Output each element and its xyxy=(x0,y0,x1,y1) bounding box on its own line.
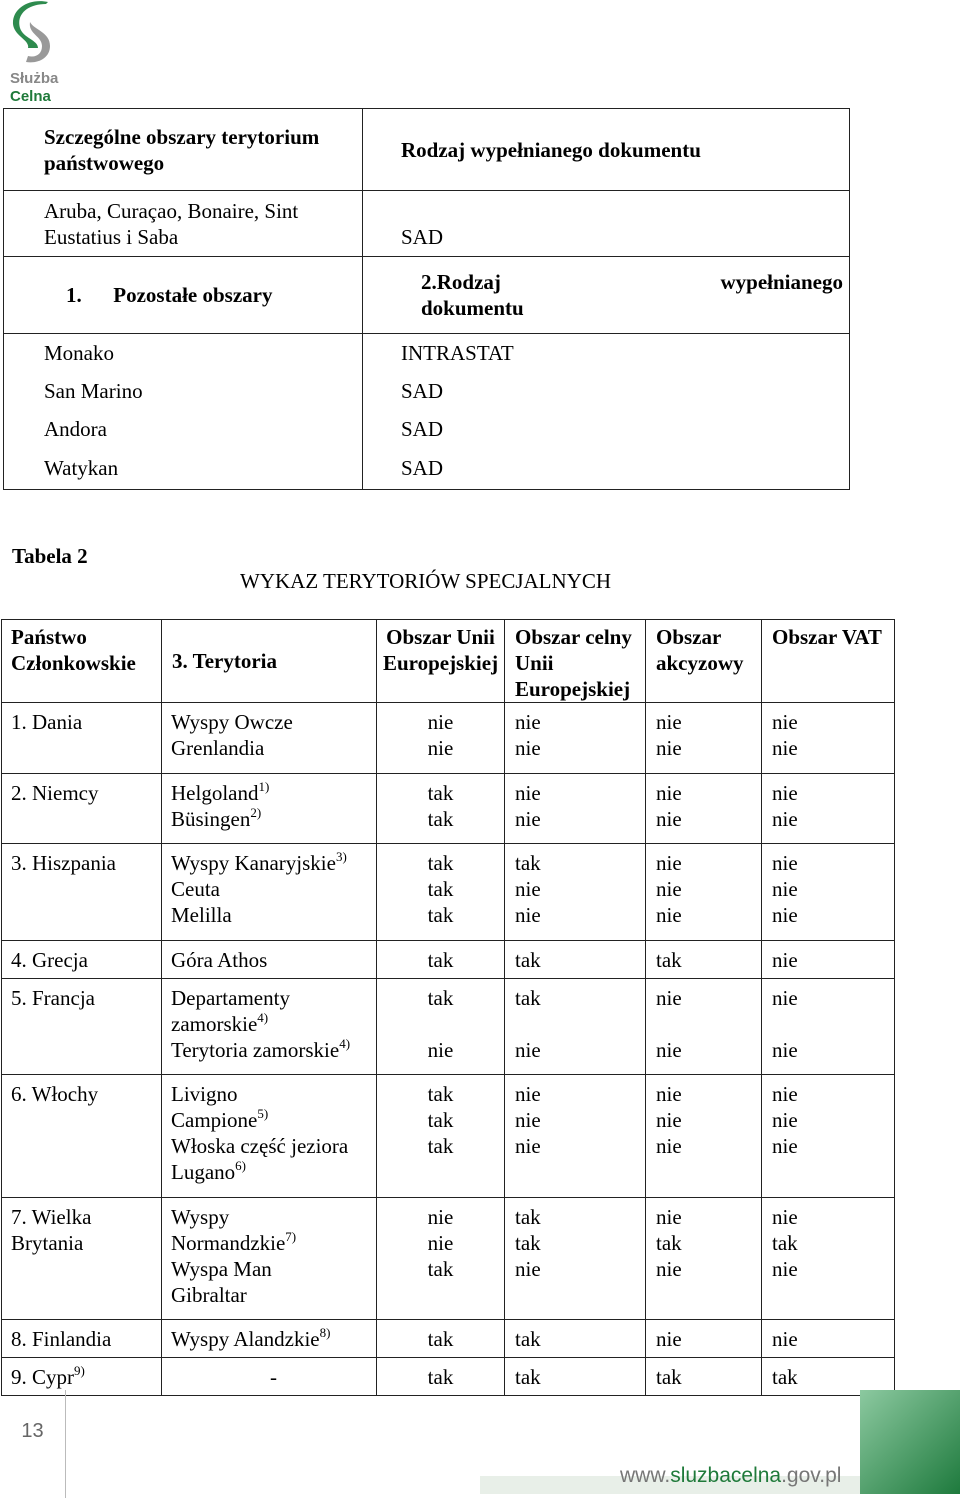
customs-area-value: nie xyxy=(505,735,646,773)
customs-area-value: tak xyxy=(505,1197,646,1230)
member-state-cell xyxy=(2,703,162,774)
logo-line1: Służba xyxy=(10,70,59,87)
excise-area-value: tak xyxy=(646,940,762,978)
eu-area-value xyxy=(377,1282,505,1320)
excise-area-value: nie xyxy=(646,1075,762,1108)
table1-section2-row xyxy=(4,257,850,334)
table1-aruba-col1: Aruba, Curaçao, Bonaire, Sint Eustatius i Saba xyxy=(4,191,363,257)
territory-cell xyxy=(162,773,377,806)
table1-section2-col1 xyxy=(4,257,363,334)
member-state-name: 9. Cypr xyxy=(11,1365,74,1389)
excise-area-value: nie xyxy=(646,876,762,902)
excise-area-value: nie xyxy=(646,1037,762,1075)
eu-area-value: nie xyxy=(377,1197,505,1230)
territory-cell xyxy=(162,1256,377,1282)
customs-area-value: nie xyxy=(505,902,646,940)
territory-name: Gibraltar xyxy=(171,1282,247,1307)
territory-cell xyxy=(162,1358,377,1396)
excise-area-value: nie xyxy=(646,902,762,940)
table2-row xyxy=(2,1197,895,1230)
excise-area-value: nie xyxy=(646,1197,762,1230)
customs-area-value xyxy=(505,1011,646,1037)
table1-header-col2: Rodzaj wypełnianego dokumentu xyxy=(363,109,850,191)
member-state-name: 5. Francja xyxy=(11,985,95,1010)
vat-area-value: nie xyxy=(762,1037,895,1075)
member-state-cell xyxy=(2,773,162,844)
table2-row xyxy=(2,1075,895,1108)
footer-url[interactable] xyxy=(620,1464,841,1488)
excise-area-value: nie xyxy=(646,1320,762,1358)
territory-name: Góra Athos xyxy=(171,947,268,972)
table2-row xyxy=(2,703,895,736)
vat-area-value: nie xyxy=(762,735,895,773)
territory-name: Lugano xyxy=(171,1160,236,1184)
vat-area-value: nie xyxy=(762,773,895,806)
territory-cell xyxy=(162,1107,377,1133)
member-state-name: 6. Włochy xyxy=(11,1082,99,1106)
header-eu-area: Obszar Unii Europejskiej xyxy=(377,620,505,703)
table1-row-col2: SAD xyxy=(363,410,850,448)
table2-title: WYKAZ TERYTORIÓW SPECJALNYCH xyxy=(240,569,612,593)
eu-area-value: nie xyxy=(377,1230,505,1256)
customs-area-value: nie xyxy=(505,1075,646,1108)
vat-area-value: nie xyxy=(762,1133,895,1159)
customs-area-value: tak xyxy=(505,1230,646,1256)
eu-area-value: tak xyxy=(377,876,505,902)
vat-area-value: nie xyxy=(762,876,895,902)
excise-area-value: nie xyxy=(646,703,762,736)
footnote-marker: 1) xyxy=(258,778,270,794)
territory-name: Terytoria zamorskie xyxy=(171,1037,340,1062)
vat-area-value xyxy=(762,1282,895,1320)
territory-name: Campione xyxy=(171,1108,258,1132)
customs-area-value: tak xyxy=(505,844,646,877)
excise-area-value: nie xyxy=(646,844,762,877)
member-state-cell xyxy=(2,978,162,1075)
vat-area-value xyxy=(762,1159,895,1197)
eu-area-value: tak xyxy=(377,806,505,844)
customs-area-value: nie xyxy=(505,1256,646,1282)
member-state-cell xyxy=(2,940,162,978)
excise-area-value: tak xyxy=(646,1230,762,1256)
footnote-marker: 7) xyxy=(285,1228,297,1244)
table1-row xyxy=(4,410,850,448)
territory-name: Melilla xyxy=(171,903,232,927)
eu-area-value: tak xyxy=(377,1256,505,1282)
footer-url-main: sluzbacelna xyxy=(670,1464,782,1487)
customs-area-value: tak xyxy=(505,1320,646,1358)
header-territories: 3. Terytoria xyxy=(162,620,377,703)
territory-cell xyxy=(162,1320,377,1358)
excise-area-value: nie xyxy=(646,806,762,844)
territory-name: Livigno xyxy=(171,1082,238,1106)
vat-area-value: nie xyxy=(762,1107,895,1133)
vat-area-value: nie xyxy=(762,978,895,1011)
footnote-marker: 3) xyxy=(335,849,347,864)
territory-name: Departamenty xyxy=(171,985,290,1010)
territory-cell xyxy=(162,1075,377,1108)
section2-col2-word1: Rodzaj xyxy=(436,270,501,294)
territory-name: Wyspy Kanaryjskie xyxy=(171,851,336,875)
customs-area-value: nie xyxy=(505,1107,646,1133)
table1-header-col1: Szczególne obszary terytorium państwowego xyxy=(4,109,363,191)
territory-name: Ceuta xyxy=(171,877,220,901)
excise-area-value xyxy=(646,1011,762,1037)
excise-area-value: nie xyxy=(646,1133,762,1159)
section2-col2-word3: dokumentu xyxy=(421,296,524,320)
logo-mark-icon xyxy=(8,0,68,70)
territory-cell xyxy=(162,703,377,736)
footer-url-post: .gov.pl xyxy=(781,1464,842,1487)
member-state-name: 3. Hiszpania xyxy=(11,851,116,875)
excise-area-value: nie xyxy=(646,1107,762,1133)
territory-name: Grenlandia xyxy=(171,736,265,760)
vat-area-value: nie xyxy=(762,844,895,877)
eu-area-value: tak xyxy=(377,1133,505,1159)
customs-area-value: nie xyxy=(505,876,646,902)
footnote-marker: 9) xyxy=(74,1363,85,1378)
table1-row xyxy=(4,334,850,372)
member-state-cell xyxy=(2,844,162,941)
territory-cell xyxy=(162,735,377,773)
footnote-marker: 4) xyxy=(339,1035,351,1051)
vat-area-value: nie xyxy=(762,1256,895,1282)
logo-text xyxy=(10,70,58,106)
table1-row-col1: San Marino xyxy=(4,372,363,410)
vat-area-value: tak xyxy=(762,1358,895,1396)
member-state-name: 2. Niemcy xyxy=(11,780,99,805)
customs-area-value: tak xyxy=(505,940,646,978)
page-number: 13 xyxy=(0,1390,66,1498)
table1-row-col1: Andora xyxy=(4,410,363,448)
header-member-state: Państwo Członkowskie xyxy=(2,620,162,703)
territory-cell xyxy=(162,978,377,1011)
eu-area-value: nie xyxy=(377,735,505,773)
territory-cell xyxy=(162,876,377,902)
customs-area-value: tak xyxy=(505,1358,646,1396)
table2-row xyxy=(2,940,895,978)
table2-header-row xyxy=(2,620,895,703)
territory-cell xyxy=(162,1011,377,1037)
table2-row xyxy=(2,978,895,1011)
member-state-cell xyxy=(2,1197,162,1320)
eu-area-value: tak xyxy=(377,1358,505,1396)
excise-area-value xyxy=(646,1282,762,1320)
eu-area-value: tak xyxy=(377,844,505,877)
table1-section2-col2 xyxy=(363,257,850,334)
member-state-cell xyxy=(2,1320,162,1358)
eu-area-value: tak xyxy=(377,978,505,1011)
territory-cell xyxy=(162,1133,377,1159)
corner-decoration xyxy=(860,1390,960,1494)
eu-area-value: tak xyxy=(377,1075,505,1108)
vat-area-value: nie xyxy=(762,1075,895,1108)
table2-label: Tabela 2 xyxy=(12,544,88,568)
eu-area-value: tak xyxy=(377,1107,505,1133)
footnote-marker: 6) xyxy=(235,1158,246,1173)
eu-area-value: tak xyxy=(377,773,505,806)
excise-area-value xyxy=(646,1159,762,1197)
territory-name: Włoska część jeziora xyxy=(171,1134,349,1158)
eu-area-value: nie xyxy=(377,703,505,736)
territory-cell xyxy=(162,1230,377,1256)
member-state-name: 7. Wielka Brytania xyxy=(11,1204,92,1255)
footer-url-pre: www. xyxy=(620,1464,671,1487)
section2-col2-num: 2. xyxy=(421,270,437,294)
excise-area-value: nie xyxy=(646,773,762,806)
member-state-name: 4. Grecja xyxy=(11,947,88,972)
excise-area-value: nie xyxy=(646,978,762,1011)
vat-area-value: nie xyxy=(762,940,895,978)
vat-area-value: tak xyxy=(762,1230,895,1256)
table1-row-col1: Watykan xyxy=(4,448,363,490)
customs-area-value: tak xyxy=(505,978,646,1011)
excise-area-value: tak xyxy=(646,1358,762,1396)
vat-area-value: nie xyxy=(762,1197,895,1230)
table1-row xyxy=(4,372,850,410)
table1-header-row xyxy=(4,109,850,191)
eu-area-value: tak xyxy=(377,940,505,978)
territory-name: - xyxy=(270,1365,277,1389)
table1-row xyxy=(4,448,850,490)
footnote-marker: 4) xyxy=(257,1009,269,1025)
territory-name: Wyspy Owcze xyxy=(171,710,293,734)
territory-cell xyxy=(162,940,377,978)
table1-row-col2: SAD xyxy=(363,372,850,410)
section2-number: 1. xyxy=(66,283,82,307)
table1-row-col2: INTRASTAT xyxy=(363,334,850,372)
section2-title: Pozostałe obszary xyxy=(113,283,273,307)
excise-area-value: nie xyxy=(646,1256,762,1282)
customs-area-value: nie xyxy=(505,1133,646,1159)
member-state-name: 8. Finlandia xyxy=(11,1327,112,1351)
table2-row xyxy=(2,1320,895,1358)
footnote-marker: 8) xyxy=(319,1325,331,1340)
table1-row-col1: Monako xyxy=(4,334,363,372)
eu-area-value: nie xyxy=(377,1037,505,1075)
vat-area-value: nie xyxy=(762,806,895,844)
table1-aruba-col2: SAD xyxy=(363,191,850,257)
territory-cell xyxy=(162,1197,377,1230)
territory-cell xyxy=(162,806,377,844)
eu-area-value: tak xyxy=(377,902,505,940)
customs-area-value: nie xyxy=(505,1037,646,1075)
member-state-name: 1. Dania xyxy=(11,710,83,734)
territory-cell xyxy=(162,1037,377,1075)
vat-area-value: nie xyxy=(762,703,895,736)
customs-area-value: nie xyxy=(505,806,646,844)
territory-cell xyxy=(162,844,377,877)
section2-col2-word2: wypełnianego xyxy=(720,270,843,294)
vat-area-value: nie xyxy=(762,902,895,940)
territory-name: Wyspy Alandzkie xyxy=(171,1327,320,1351)
member-state-cell xyxy=(2,1075,162,1198)
table1-row-aruba xyxy=(4,191,850,257)
customs-area-value xyxy=(505,1159,646,1197)
vat-area-value: nie xyxy=(762,1320,895,1358)
eu-area-value xyxy=(377,1159,505,1197)
territory-cell xyxy=(162,1159,377,1197)
table2-row xyxy=(2,844,895,877)
header-excise-area: Obszar akcyzowy xyxy=(646,620,762,703)
territory-name: Wyspa Man xyxy=(171,1256,272,1281)
header-eu-customs-area: Obszar celny Unii Europejskiej xyxy=(505,620,646,703)
table2-row xyxy=(2,773,895,806)
territory-cell xyxy=(162,902,377,940)
customs-area-value: nie xyxy=(505,703,646,736)
logo-line2: Celna xyxy=(10,88,51,105)
eu-area-value: tak xyxy=(377,1320,505,1358)
territory-name: Büsingen xyxy=(171,806,251,831)
territory-name: Normandzkie xyxy=(171,1230,286,1255)
footnote-marker: 2) xyxy=(250,804,262,820)
special-areas-table xyxy=(3,108,850,490)
vat-area-value xyxy=(762,1011,895,1037)
excise-area-value: nie xyxy=(646,735,762,773)
territory-name: zamorskie xyxy=(171,1011,258,1036)
territory-name: Wyspy xyxy=(171,1204,230,1229)
territory-cell xyxy=(162,1282,377,1320)
eu-area-value xyxy=(377,1011,505,1037)
customs-area-value xyxy=(505,1282,646,1320)
footnote-marker: 5) xyxy=(257,1106,269,1121)
special-territories-table xyxy=(1,619,895,1396)
territory-name: Helgoland xyxy=(171,780,259,805)
customs-area-value: nie xyxy=(505,773,646,806)
header-vat-area: Obszar VAT xyxy=(762,620,895,703)
table1-row-col2: SAD xyxy=(363,448,850,490)
table2-row xyxy=(2,1358,895,1396)
